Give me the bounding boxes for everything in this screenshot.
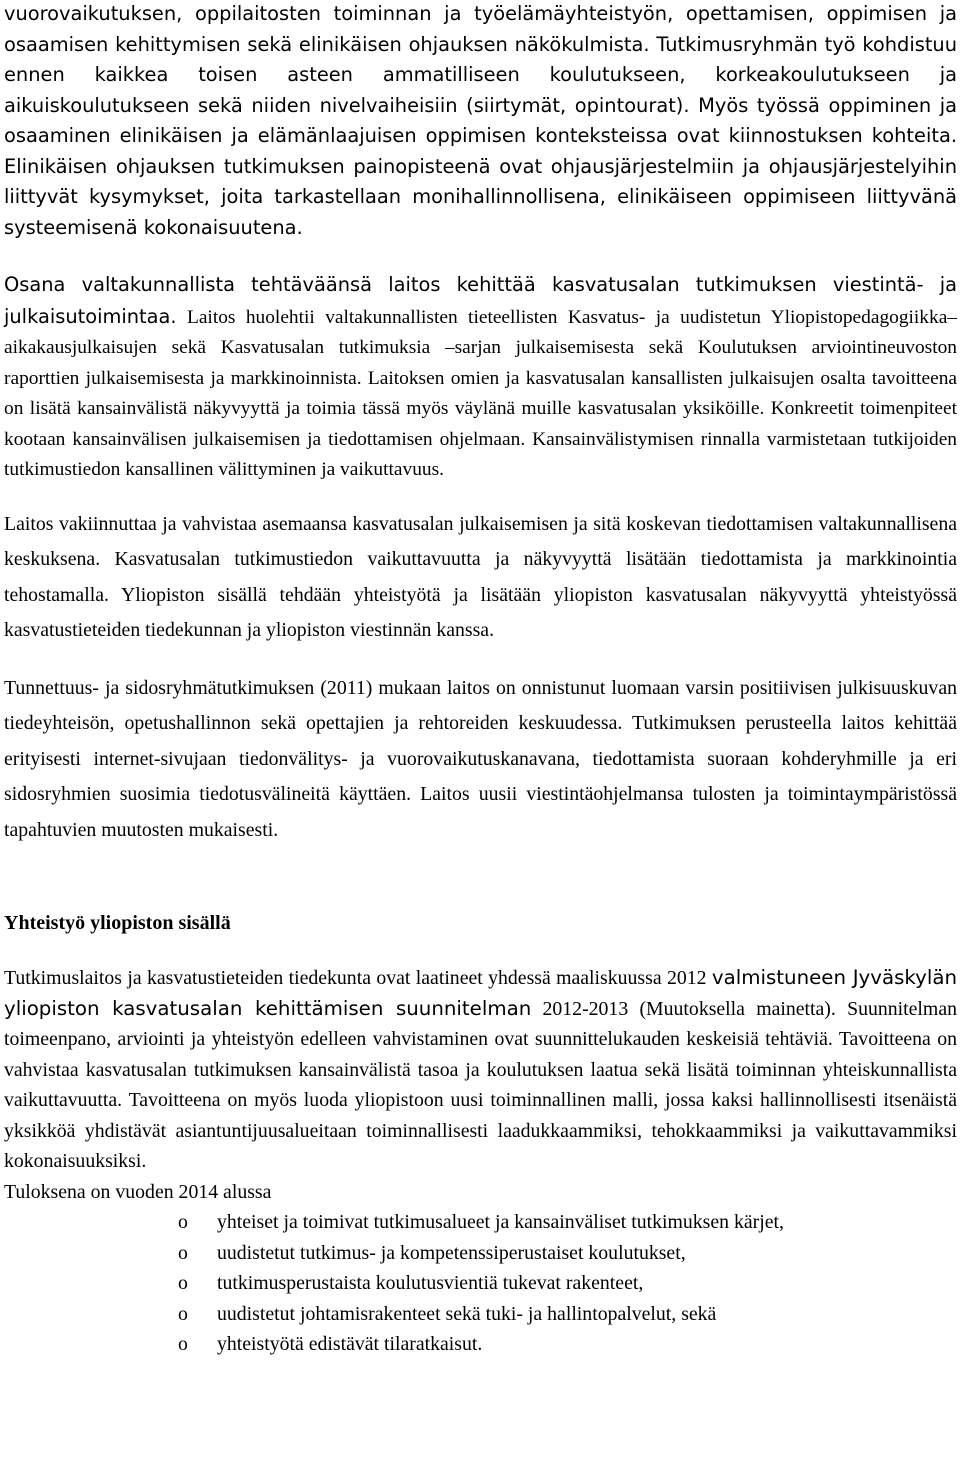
section-heading: Yhteistyö yliopiston sisällä xyxy=(4,912,231,934)
paragraph-cooperation xyxy=(4,963,957,1207)
paragraph-communication-centre: Laitos vakiinnuttaa ja vahvistaa asemaansa kasvatusalan julkaisemisen ja sitä koskevan tiedottamisen valtakunnallisena keskuksena. Kasvatusalan tutkimustiedon vaikuttavuutta ja näkyvyyttä lisätään tiedottamista ja markkinointia tehostamalla. Yliopiston sisällä tehdään yhteistyötä ja lisätään yliopiston kasvatusalan näkyvyyttä yhteistyössä kasvatustieteiden tiedekunnan ja yliopiston viestinnän kanssa. xyxy=(4,512,957,641)
paragraph-publishing xyxy=(4,270,957,486)
paragraph-cooperation-lead: Tuloksena on vuoden 2014 alussa xyxy=(4,1180,272,1203)
paragraph-cooperation-part-b: 2012-2013 (Muutoksella mainetta). Suunnitelman toimeenpano, arviointi ja yhteistyön edelleen vahvistaminen ovat suunnittelukauden keskeisiä tehtäviä. Tavoitteena on vahvistaa kasvatusalan tutkimuksen kansainvälistä tasoa ja koulutuksen laatua sekä lisätä toiminnan yhteiskunnallista vaikuttavuutta. Tavoitteena on myös luoda yliopistoon uusi toiminnallinen malli, jossa kaksi hallinnollisesti itsenäistä yksikköä yhdistävät asiantuntijuusalueitaan toiminnallisesti laadukkaammiksi, tehokkaammiksi ja vaikuttavammiksi kokonaisuuksiksi. xyxy=(4,997,957,1172)
list-item xyxy=(4,1238,957,1269)
bullet-marker: o xyxy=(178,1241,188,1264)
bullet-marker: o xyxy=(178,1272,188,1294)
results-list xyxy=(4,1207,957,1360)
bullet-marker: o xyxy=(178,1302,188,1325)
paragraph-cooperation-plan-name: valmistuneen Jyväskylän yliopiston kasvatusalan kehittämisen suunnitelman xyxy=(4,966,957,1020)
list-item-text: uudistetut johtamisrakenteet sekä tuki- ja hallintopalvelut, sekä xyxy=(217,1302,717,1325)
paragraph-stakeholder-study: Tunnettuus- ja sidosryhmätutkimuksen (2011) mukaan laitos on onnistunut luomaan varsin positiivisen julkisuuskuvan tiedeyhteisön, opetushallinnon sekä opettajien ja rehtoreiden keskuudessa. Tutkimuksen perusteella laitos kehittää erityisesti internet-sivujaan tiedonvälitys- ja vuorovaikutuskanavana, tiedottamista suoraan kohderyhmille ja eri sidosryhmien suosimia tiedotusvälineitä käyttäen. Laitos uusii viestintäohjelmansa tulosten ja toimintaympäristössä tapahtuvien muutosten mukaisesti. xyxy=(4,676,957,841)
list-item-text: yhteistyötä edistävät tilaratkaisut. xyxy=(217,1333,483,1355)
list-item xyxy=(4,1329,957,1360)
bullet-marker: o xyxy=(178,1211,188,1233)
document-page xyxy=(4,0,957,1360)
paragraph-cooperation-part-a: Tutkimuslaitos ja kasvatustieteiden tiedekunta ovat laatineet yhdessä maaliskuussa 2012 xyxy=(4,967,712,989)
paragraph-publishing-lead: Osana valtakunnallista tehtäväänsä laitos kehittää kasvatusalan tutkimuksen viestintä- ja julkaisutoimintaa. xyxy=(4,273,957,328)
list-item xyxy=(4,1207,957,1238)
list-item xyxy=(4,1299,957,1330)
paragraph-research-focus: vuorovaikutuksen, oppilaitosten toiminnan ja työelämäyhteistyön, opettamisen, oppimisen ja osaamisen kehittymisen sekä elinikäisen ohjauksen näkökulmista. Tutkimusryhmän työ kohdistuu ennen kaikkea toisen asteen ammatilliseen koulutukseen, korkeakoulutukseen ja aikuiskoulutukseen sekä niiden nivelvaiheisiin (siirtymät, opintourat). Myös työssä oppiminen ja osaaminen elinikäisen ja elämänlaajuisen oppimisen konteksteissa ovat kiinnostuksen kohteita. Elinikäisen ohjauksen tutkimuksen painopisteenä ovat ohjausjärjestelmiin ja ohjausjärjestelyihin liittyvät kysymykset, joita tarkastellaan monihallinnollisena, elinikäiseen oppimiseen liittyvänä systeemisenä kokonaisuutena. xyxy=(4,2,957,239)
paragraph-publishing-body: Laitos huolehtii valtakunnallisten tieteellisten Kasvatus- ja uudistetun Yliopistopedagogiikka–aikakausjulkaisujen sekä Kasvatusalan tutkimuksia –sarjan julkaisemisesta sekä Koulutuksen arviointineuvoston raporttien julkaisemisesta ja markkinoinnista. Laitoksen omien ja kasvatusalan kansallisten julkaisujen osalta tavoitteena on lisätä kansainvälistä näkyvyyttä ja toimia tässä myös väylänä muille kasvatusalan yksiköille. Konkreetit toimenpiteet kootaan kansainvälisen julkaisemisen ja tiedottamisen ohjelmaan. Kansainvälistymisen rinnalla varmistetaan tutkijoiden tutkimustiedon kansallinen välittyminen ja vaikuttavuus. xyxy=(4,306,957,480)
list-item-text: yhteiset ja toimivat tutkimusalueet ja kansainväliset tutkimuksen kärjet, xyxy=(217,1211,784,1233)
list-item-text: uudistetut tutkimus- ja kompetenssiperustaiset koulutukset, xyxy=(217,1241,686,1264)
bullet-marker: o xyxy=(178,1333,188,1355)
list-item-text: tutkimusperustaista koulutusvientiä tukevat rakenteet, xyxy=(217,1272,644,1294)
list-item xyxy=(4,1268,957,1299)
